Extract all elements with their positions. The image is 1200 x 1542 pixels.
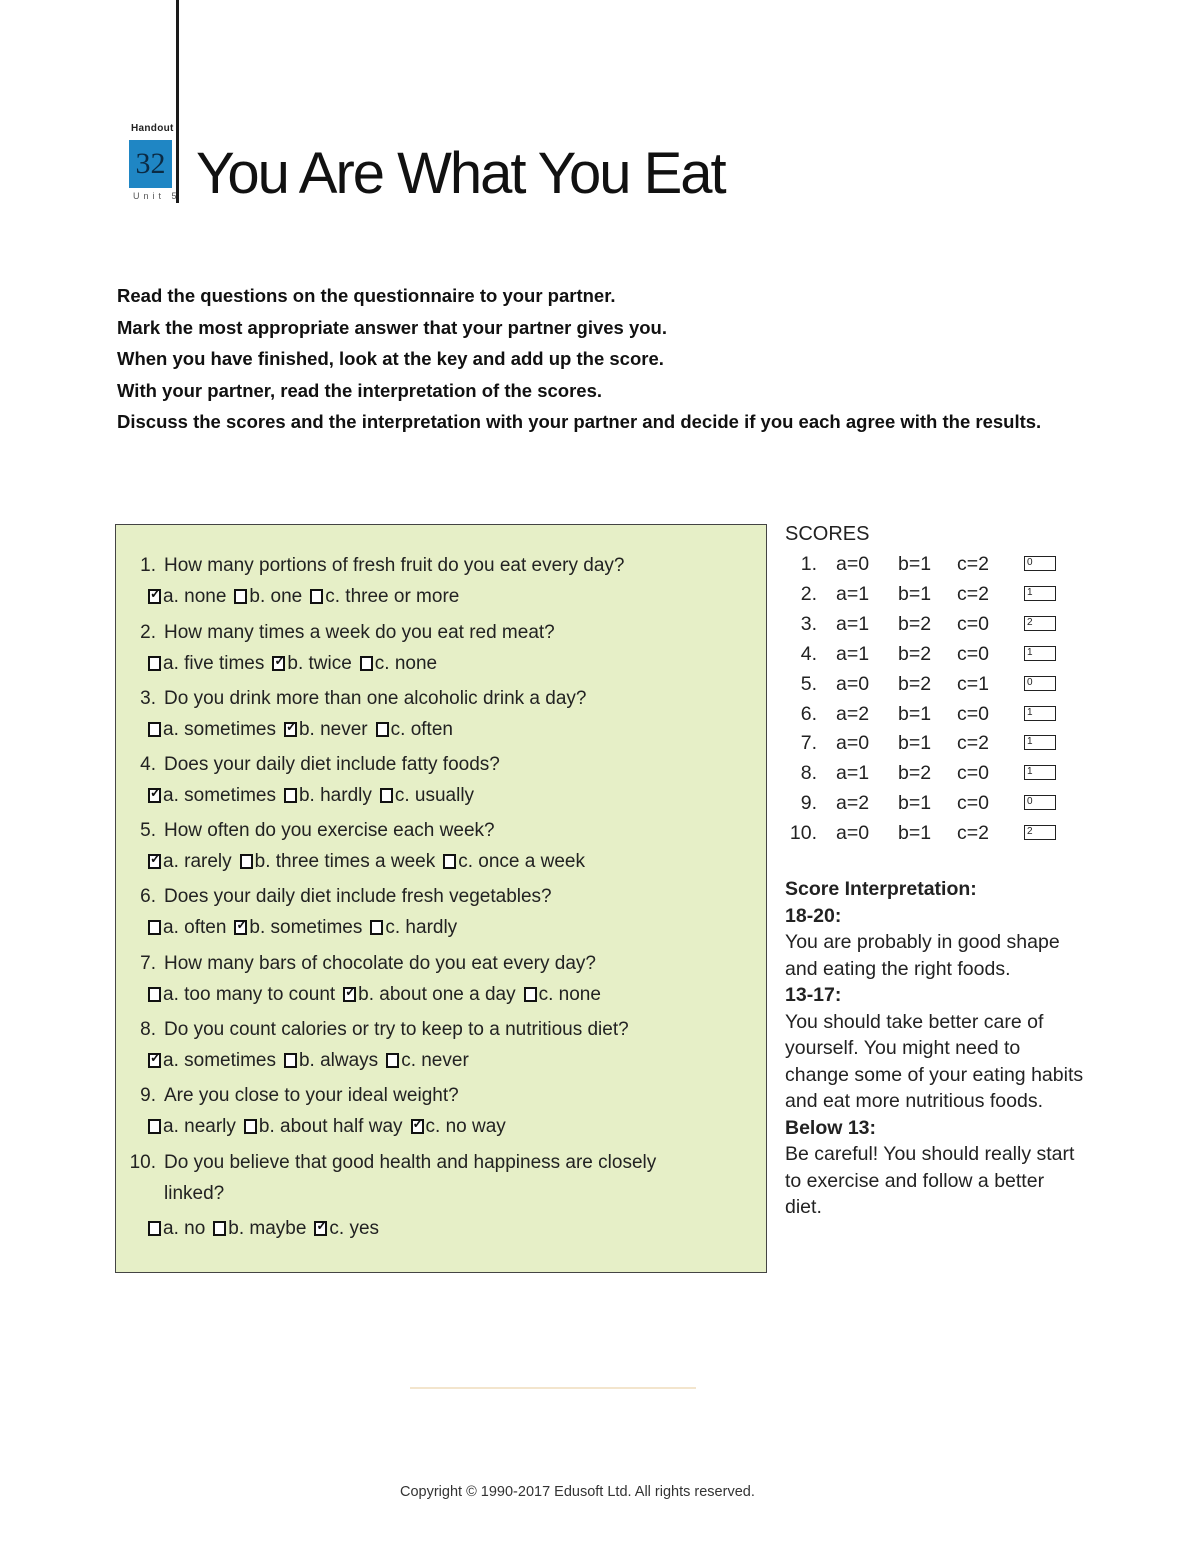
answer-option[interactable] xyxy=(314,1218,379,1240)
checkbox[interactable] xyxy=(244,1119,257,1134)
score-b: b=1 xyxy=(898,553,932,575)
answer-options xyxy=(148,1116,514,1138)
score-b: b=2 xyxy=(898,612,932,635)
score-c: c=1 xyxy=(957,672,989,695)
score-a: a=0 xyxy=(836,732,870,755)
score-number: 7. xyxy=(800,732,817,755)
score-box[interactable]: 1 xyxy=(1024,765,1056,780)
question-number: 8. xyxy=(140,1019,156,1040)
checked-checkbox[interactable] xyxy=(411,1119,424,1134)
score-b: b=2 xyxy=(898,672,932,695)
questionnaire-box xyxy=(115,524,767,1273)
option-label: c. no way xyxy=(425,1116,506,1137)
answer-option[interactable] xyxy=(524,984,601,1006)
option-label: c. three or more xyxy=(325,586,460,607)
instructions xyxy=(117,283,1057,441)
option-label: b. about one a day xyxy=(358,984,516,1005)
answer-option[interactable] xyxy=(370,917,457,939)
answer-options xyxy=(148,653,445,675)
answer-options xyxy=(148,586,467,608)
answer-option[interactable] xyxy=(148,1050,276,1072)
option-label: c. often xyxy=(390,719,453,740)
scores-title: SCORES xyxy=(785,523,870,545)
option-label: c. never xyxy=(401,1050,469,1071)
question-text: How often do you exercise each week? xyxy=(164,820,495,841)
score-box[interactable]: 2 xyxy=(1024,616,1056,631)
score-b: b=1 xyxy=(898,702,932,725)
score-a: a=1 xyxy=(836,612,870,635)
answer-option[interactable] xyxy=(148,917,226,939)
question-number: 9. xyxy=(140,1085,156,1106)
question-text: How many bars of chocolate do you eat every day? xyxy=(164,953,596,974)
range-description: You should take better care of yourself. You might need to change some of your eating habits and eat more nutritious foods. xyxy=(785,1010,1084,1112)
score-box[interactable]: 0 xyxy=(1024,556,1056,571)
checkbox[interactable] xyxy=(148,920,161,935)
answer-options xyxy=(148,1218,387,1240)
score-number: 5. xyxy=(800,672,817,695)
option-label: a. too many to count xyxy=(163,984,336,1005)
option-label: a. often xyxy=(163,917,227,938)
question-text: Are you close to your ideal weight? xyxy=(164,1085,459,1106)
handout-number-badge: 32 xyxy=(129,140,172,188)
checkbox[interactable] xyxy=(380,788,393,803)
answer-option[interactable] xyxy=(240,851,436,873)
answer-option[interactable] xyxy=(234,586,302,608)
option-label: a. no xyxy=(163,1218,206,1239)
checked-checkbox[interactable] xyxy=(284,722,297,737)
answer-option[interactable] xyxy=(213,1218,306,1240)
score-b: b=1 xyxy=(898,822,932,845)
option-label: b. three times a week xyxy=(254,851,436,872)
checkbox[interactable] xyxy=(148,1221,161,1236)
option-label: c. hardly xyxy=(385,917,458,938)
instruction-line: When you have finished, look at the key and add up the score. xyxy=(117,348,664,369)
score-a: a=0 xyxy=(836,553,870,575)
score-box[interactable]: 1 xyxy=(1024,735,1056,750)
score-number: 2. xyxy=(800,582,817,605)
score-b: b=1 xyxy=(898,582,932,605)
checkbox[interactable] xyxy=(360,656,373,671)
question-text: How many times a week do you eat red meat? xyxy=(164,622,555,643)
answer-options xyxy=(148,1050,477,1072)
question-number: 1. xyxy=(140,555,156,576)
score-a: a=2 xyxy=(836,792,870,815)
unit-label: Unit 5 xyxy=(133,191,181,201)
question-text: Does your daily diet include fatty foods? xyxy=(164,754,500,775)
option-label: a. rarely xyxy=(163,851,232,872)
answer-option[interactable] xyxy=(443,851,585,873)
option-label: a. nearly xyxy=(163,1116,236,1137)
answer-option[interactable] xyxy=(284,785,372,807)
score-number: 9. xyxy=(800,792,817,815)
checkbox[interactable] xyxy=(234,589,247,604)
question-number: 3. xyxy=(140,688,156,709)
score-number: 4. xyxy=(800,642,817,665)
score-a: a=0 xyxy=(836,672,870,695)
checkbox[interactable] xyxy=(148,987,161,1002)
header-divider xyxy=(176,0,179,203)
score-number: 6. xyxy=(800,702,817,725)
answer-option[interactable] xyxy=(148,653,264,675)
checked-checkbox[interactable] xyxy=(343,987,356,1002)
score-box[interactable]: 0 xyxy=(1024,795,1056,810)
answer-option[interactable] xyxy=(284,1050,378,1072)
score-c: c=0 xyxy=(957,642,989,665)
option-label: b. maybe xyxy=(228,1218,307,1239)
checkbox[interactable] xyxy=(443,854,456,869)
score-number: 1. xyxy=(800,553,817,575)
option-label: a. five times xyxy=(163,653,265,674)
option-label: b. hardly xyxy=(298,785,372,806)
question-text: Do you believe that good health and happiness are closely xyxy=(164,1152,657,1173)
score-c: c=0 xyxy=(957,612,989,635)
option-label: a. none xyxy=(163,586,227,607)
handout-label: Handout xyxy=(131,123,174,134)
checked-checkbox[interactable] xyxy=(148,589,161,604)
question-text: linked? xyxy=(164,1183,225,1204)
answer-option[interactable] xyxy=(148,851,232,873)
answer-option[interactable] xyxy=(411,1116,506,1138)
checkbox[interactable] xyxy=(310,589,323,604)
checkbox[interactable] xyxy=(284,788,297,803)
score-number: 8. xyxy=(800,762,817,785)
checked-checkbox[interactable] xyxy=(314,1221,327,1236)
range-heading: 13-17: xyxy=(785,984,842,1006)
checkbox[interactable] xyxy=(284,1053,297,1068)
option-label: a. sometimes xyxy=(163,719,276,740)
answer-option[interactable] xyxy=(244,1116,403,1138)
checkbox[interactable] xyxy=(370,920,383,935)
score-c: c=0 xyxy=(957,702,989,725)
answer-option[interactable] xyxy=(148,719,276,741)
checkbox[interactable] xyxy=(386,1053,399,1068)
score-interpretation xyxy=(785,876,1085,1221)
answer-option[interactable] xyxy=(234,917,362,939)
answer-option[interactable] xyxy=(343,984,515,1006)
question-number: 5. xyxy=(140,820,156,841)
option-label: c. yes xyxy=(329,1218,380,1239)
score-box[interactable]: 1 xyxy=(1024,646,1056,661)
checked-checkbox[interactable] xyxy=(234,920,247,935)
score-a: a=1 xyxy=(836,582,870,605)
option-label: a. sometimes xyxy=(163,785,276,806)
question-text: Do you count calories or try to keep to a nutritious diet? xyxy=(164,1019,629,1040)
score-number: 10. xyxy=(789,822,817,845)
footer-divider xyxy=(410,1387,696,1389)
checkbox[interactable] xyxy=(376,722,389,737)
answer-options xyxy=(148,719,461,741)
option-label: b. never xyxy=(298,719,368,740)
answer-option[interactable] xyxy=(360,653,437,675)
score-b: b=1 xyxy=(898,732,932,755)
answer-option[interactable] xyxy=(380,785,474,807)
checked-checkbox[interactable] xyxy=(148,854,161,869)
instruction-line: With your partner, read the interpretation of the scores. xyxy=(117,379,603,401)
answer-option[interactable] xyxy=(148,586,226,608)
question-number: 7. xyxy=(140,953,156,974)
instruction-line: Read the questions on the questionnaire to your partner. xyxy=(117,285,616,306)
option-label: c. once a week xyxy=(458,851,585,872)
checked-checkbox[interactable] xyxy=(148,788,161,803)
score-c: c=2 xyxy=(957,822,989,845)
checkbox[interactable] xyxy=(148,656,161,671)
score-number: 3. xyxy=(800,612,817,635)
answer-options xyxy=(148,785,482,807)
checkbox[interactable] xyxy=(524,987,537,1002)
score-b: b=2 xyxy=(898,762,932,785)
score-box[interactable]: 0 xyxy=(1024,676,1056,691)
checkbox[interactable] xyxy=(240,854,253,869)
checkbox[interactable] xyxy=(148,722,161,737)
score-b: b=2 xyxy=(898,642,932,665)
answer-option[interactable] xyxy=(284,719,368,741)
answer-option[interactable] xyxy=(310,586,459,608)
checkbox[interactable] xyxy=(213,1221,226,1236)
answer-option[interactable] xyxy=(148,1116,236,1138)
score-box[interactable]: 1 xyxy=(1024,706,1056,721)
answer-option[interactable] xyxy=(148,785,276,807)
instruction-line: Discuss the scores and the interpretation with your partner and decide if you each agree with the results. xyxy=(117,411,1042,432)
checked-checkbox[interactable] xyxy=(272,656,285,671)
instruction-line: Mark the most appropriate answer that your partner gives you. xyxy=(117,316,667,338)
score-a: a=1 xyxy=(836,642,870,665)
score-a: a=1 xyxy=(836,762,870,785)
question-text: Do you drink more than one alcoholic drink a day? xyxy=(164,688,587,709)
option-label: b. twice xyxy=(287,653,352,674)
score-c: c=2 xyxy=(957,732,989,755)
question-number: 4. xyxy=(140,754,156,775)
answer-options xyxy=(148,984,609,1006)
score-a: a=2 xyxy=(836,702,870,725)
answer-option[interactable] xyxy=(148,984,335,1006)
range-description: Be careful! You should really start to exercise and follow a better diet. xyxy=(785,1143,1075,1218)
copyright: Copyright © 1990-2017 Edusoft Ltd. All rights reserved. xyxy=(400,1484,755,1500)
option-label: b. about half way xyxy=(258,1116,403,1137)
answer-option[interactable] xyxy=(386,1050,469,1072)
page-title: You Are What You Eat xyxy=(196,141,725,206)
question-number: 2. xyxy=(140,622,156,643)
score-b: b=1 xyxy=(898,792,932,815)
range-heading: 18-20: xyxy=(785,904,842,927)
answer-options xyxy=(148,917,465,939)
answer-option[interactable] xyxy=(148,1218,205,1240)
range-description: You are probably in good shape and eating the right foods. xyxy=(785,931,1060,980)
checked-checkbox[interactable] xyxy=(148,1053,161,1068)
option-label: c. none xyxy=(374,653,438,674)
option-label: b. sometimes xyxy=(249,917,363,938)
interpretation-title: Score Interpretation: xyxy=(785,878,977,900)
score-c: c=2 xyxy=(957,553,989,575)
option-label: a. sometimes xyxy=(163,1050,276,1071)
score-c: c=2 xyxy=(957,582,989,605)
score-box[interactable]: 1 xyxy=(1024,586,1056,601)
range-heading: Below 13: xyxy=(785,1116,877,1139)
option-label: b. always xyxy=(298,1050,379,1071)
option-label: b. one xyxy=(249,586,303,607)
checkbox[interactable] xyxy=(148,1119,161,1134)
option-label: c. none xyxy=(538,984,601,1005)
score-c: c=0 xyxy=(957,762,989,785)
score-a: a=0 xyxy=(836,822,870,845)
option-label: c. usually xyxy=(394,785,475,806)
answer-option[interactable] xyxy=(376,719,453,741)
question-number: 6. xyxy=(140,886,156,907)
answer-options xyxy=(148,851,593,873)
answer-option[interactable] xyxy=(272,653,351,675)
score-c: c=0 xyxy=(957,792,989,815)
score-box[interactable]: 2 xyxy=(1024,825,1056,840)
question-number: 10. xyxy=(129,1152,156,1173)
question-text: How many portions of fresh fruit do you eat every day? xyxy=(164,555,625,576)
question-text: Does your daily diet include fresh vegetables? xyxy=(164,886,552,907)
